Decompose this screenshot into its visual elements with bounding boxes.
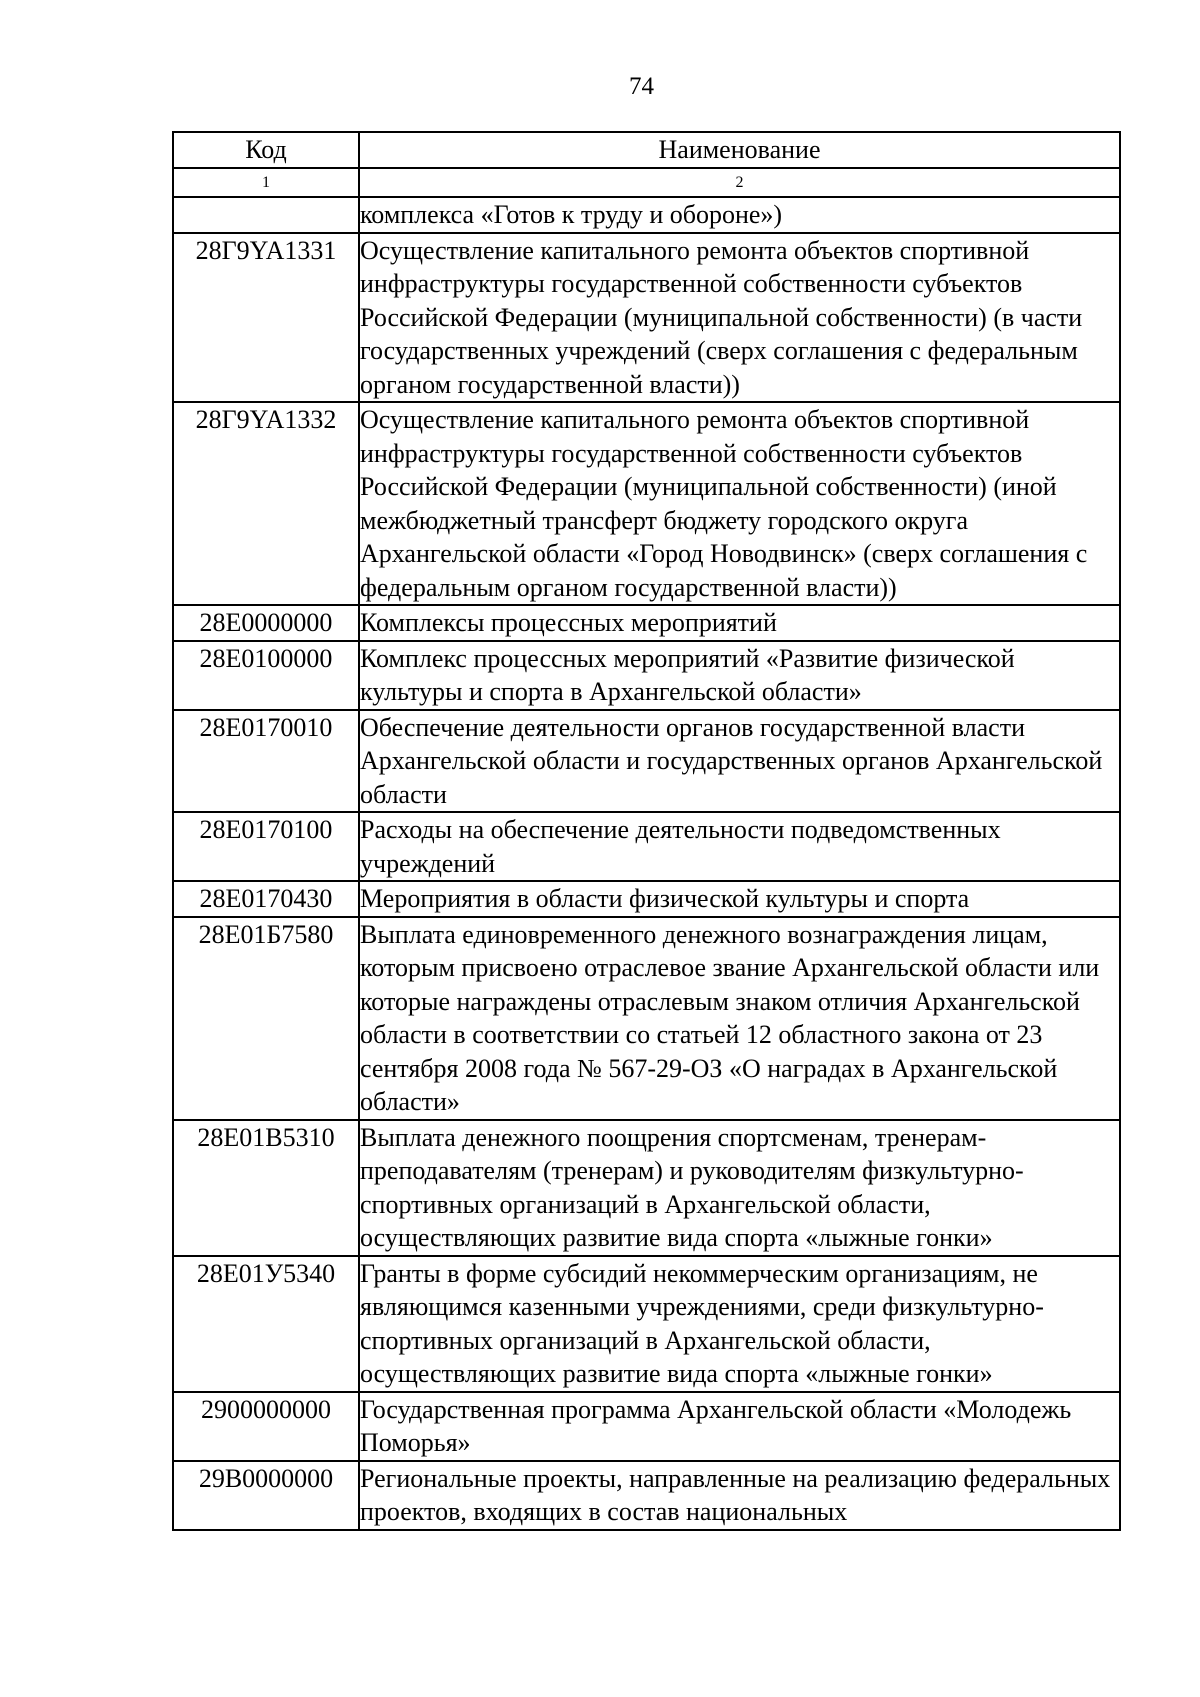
table-row — [173, 641, 1120, 710]
column-number-name: 2 — [359, 168, 1120, 197]
row-name: Региональные проекты, направленные на реализацию федеральных проектов, входящих в состав национальных — [359, 1461, 1120, 1530]
budget-code-table — [172, 131, 1121, 1531]
header-code: Код — [173, 132, 359, 168]
row-name: Комплексы процессных мероприятий — [359, 605, 1120, 641]
row-code: 28Е0170100 — [173, 812, 359, 881]
row-code: 29В0000000 — [173, 1461, 359, 1530]
table-row — [173, 1392, 1120, 1461]
row-code: 28Г9YA1332 — [173, 402, 359, 605]
table-row — [173, 402, 1120, 605]
row-name: Комплекс процессных мероприятий «Развитие физической культуры и спорта в Архангельской области» — [359, 641, 1120, 710]
row-name: Гранты в форме субсидий некоммерческим организациям, не являющимся казенными учреждениями, среди физкультурно-спортивных организаций в Архангельской области, осуществляющих развитие вида спорта «лыжные гонки» — [359, 1256, 1120, 1392]
row-name: Расходы на обеспечение деятельности подведомственных учреждений — [359, 812, 1120, 881]
row-code: 28Е0170010 — [173, 710, 359, 813]
row-name: Обеспечение деятельности органов государственной власти Архангельской области и государственных органов Архангельской области — [359, 710, 1120, 813]
column-number-row — [173, 168, 1120, 197]
row-name: Выплата денежного поощрения спортсменам, тренерам-преподавателям (тренерам) и руководителям физкультурно-спортивных организаций в Архангельской области, осуществляющих развитие вида спорта «лыжные гонки» — [359, 1120, 1120, 1256]
table-row — [173, 881, 1120, 917]
row-name: Мероприятия в области физической культуры и спорта — [359, 881, 1120, 917]
row-name: Осуществление капитального ремонта объектов спортивной инфраструктуры государственной собственности субъектов Российской Федерации (муниципальной собственности) (в части государственных учреждений (сверх соглашения с федеральным органом государственной власти)) — [359, 233, 1120, 403]
row-code: 28Е01Б7580 — [173, 917, 359, 1120]
column-number-code: 1 — [173, 168, 359, 197]
row-code: 28Г9YA1331 — [173, 233, 359, 403]
table-row — [173, 812, 1120, 881]
row-code: 2900000000 — [173, 1392, 359, 1461]
table-row — [173, 1256, 1120, 1392]
row-code: 28Е0000000 — [173, 605, 359, 641]
page-number: 74 — [629, 73, 654, 100]
row-name: Выплата единовременного денежного вознаграждения лицам, которым присвоено отраслевое звание Архангельской области или которые награждены отраслевым знаком отличия Архангельской области в соответствии со статьей 12 областного закона от 23 сентября 2008 года № 567-29-ОЗ «О наградах в Архангельской области» — [359, 917, 1120, 1120]
table-row — [173, 917, 1120, 1120]
table-row — [173, 1120, 1120, 1256]
row-name: Осуществление капитального ремонта объектов спортивной инфраструктуры государственной собственности субъектов Российской Федерации (муниципальной собственности) (иной межбюджетный трансферт бюджету городского округа Архангельской области «Город Новодвинск» (сверх соглашения с федеральным органом государственной власти)) — [359, 402, 1120, 605]
table-row — [173, 1461, 1120, 1530]
row-name: Государственная программа Архангельской области «Молодежь Поморья» — [359, 1392, 1120, 1461]
row-code: 28Е0100000 — [173, 641, 359, 710]
row-name: комплекса «Готов к труду и обороне») — [359, 197, 1120, 233]
header-name: Наименование — [359, 132, 1120, 168]
table-row — [173, 233, 1120, 403]
row-code: 28Е01В5310 — [173, 1120, 359, 1256]
table-header-row — [173, 132, 1120, 168]
table-row — [173, 605, 1120, 641]
table-row — [173, 197, 1120, 233]
table-row — [173, 710, 1120, 813]
row-code: 28Е0170430 — [173, 881, 359, 917]
row-code: 28Е01У5340 — [173, 1256, 359, 1392]
row-code — [173, 197, 359, 233]
